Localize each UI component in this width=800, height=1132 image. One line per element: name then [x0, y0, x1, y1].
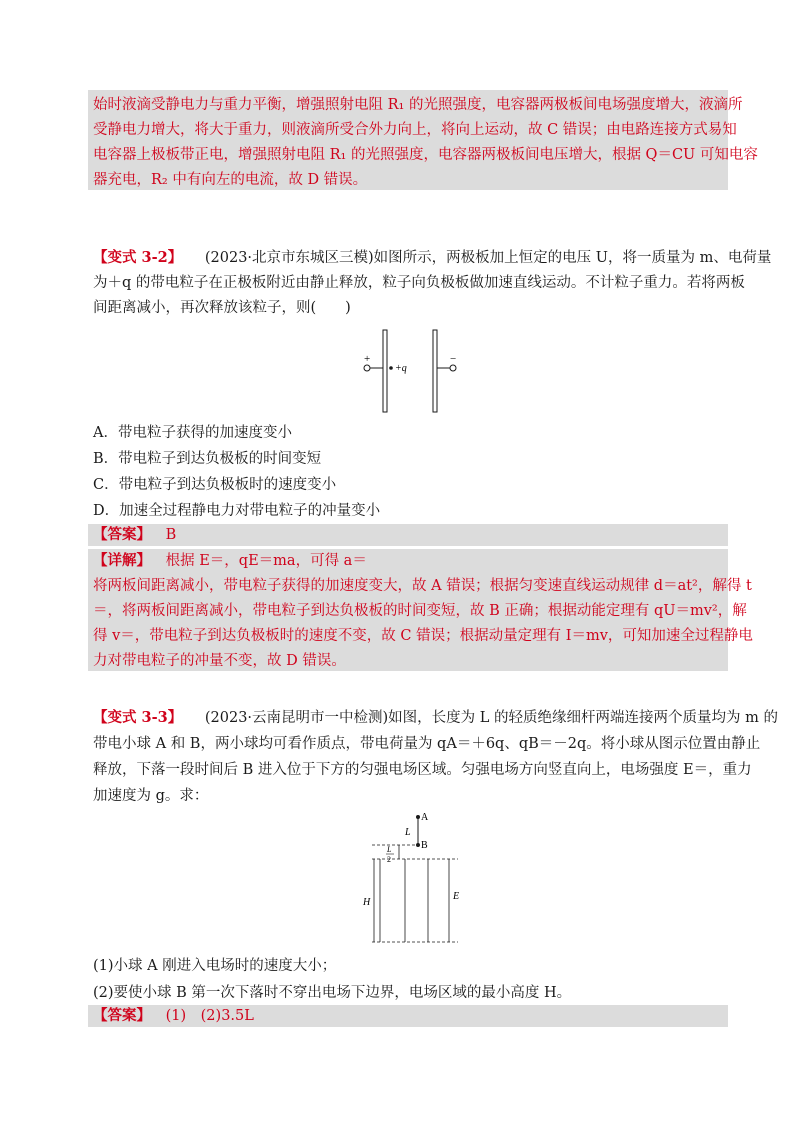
- positive-plate: [383, 330, 387, 412]
- q33-stem-4: 加速度为 g。求：: [93, 788, 209, 804]
- q32-detail-label: 【详解】: [93, 552, 151, 569]
- q32-detail-line-1: 将两板间距离减小，带电粒子获得的加速度变大，故 A 错误；根据匀变速直线运动规律 d＝at²，解得 t: [93, 578, 752, 594]
- field-label: E: [453, 891, 460, 902]
- q33-tag: 【变式 3-3】: [93, 709, 183, 726]
- negative-terminal: [450, 365, 456, 371]
- charge-label: +q: [395, 363, 407, 374]
- q33-stem-1: (2023·云南昆明市一中检测)如图，长度为 L 的轻质绝缘细杆两端连接两个质量均为 m 的: [204, 710, 778, 726]
- q32-answer-label: 【答案】: [93, 526, 151, 543]
- q33-answer: [93, 1005, 254, 1027]
- q32-detail-line-2: ＝，将两板间距离减小，带电粒子到达负极板的时间变短，故 B 正确；根据动能定理有 qU＝mv²，解: [93, 603, 747, 619]
- q32-answer: [93, 524, 176, 546]
- positive-terminal: [364, 365, 370, 371]
- q33-answer-label: 【答案】: [93, 1007, 151, 1024]
- ball-a: [416, 815, 420, 819]
- q33-stem-2: 带电小球 A 和 B，两小球均可看作质点，带电荷量为 qA＝＋6q、qB＝－2q。将小球从图示位置由静止: [93, 736, 761, 752]
- q32-option-c: C．带电粒子到达负极板时的速度变小: [93, 477, 337, 493]
- q33-stem-3: 释放，下落一段时间后 B 进入位于下方的匀强电场区域。匀强电场方向竖直向上，电场强度 E＝，重力: [93, 762, 752, 778]
- top-explanation-line-2: 受静电力增大，将大于重力，则液滴所受合外力向上，将向上运动，故 C 错误；由电路连接方式易知: [93, 122, 737, 138]
- height-label: H: [363, 897, 371, 908]
- q32-stem-1: (2023·北京市东城区三模)如图所示，两极板加上恒定的电压 U，将一质量为 m、电荷量: [204, 250, 772, 266]
- half-length-den: 2: [387, 855, 391, 864]
- q33-question-1: (1)小球 A 刚进入电场时的速度大小；: [93, 958, 337, 974]
- q32-line-1: [93, 247, 771, 269]
- q33-question-2: (2)要使小球 B 第一次下落时不穿出电场下边界，电场区域的最小高度 H。: [93, 985, 572, 1001]
- ball-a-label: A: [421, 812, 429, 823]
- ball-b-label: B: [421, 840, 428, 851]
- top-explanation-line-3: 电容器上极板带正电，增强照射电阻 R₁ 的光照强度，电容器两极板间电压增大，根据 Q＝CU 可知电容: [93, 147, 758, 163]
- q32-detail-first: [93, 550, 367, 572]
- q32-detail-first-text: 根据 E＝，qE＝ma，可得 a＝: [165, 553, 367, 569]
- top-explanation-line-4: 器充电，R₂ 中有向左的电流，故 D 错误。: [93, 172, 368, 188]
- q32-detail-line-3: 得 v＝，带电粒子到达负极板时的速度不变，故 C 错误；根据动量定理有 I＝mv，可知加速全过程静电: [93, 628, 753, 644]
- q32-stem-2: 为＋q 的带电粒子在正极板附近由静止释放，粒子向负极板做加速直线运动。不计粒子重力。若将两板: [93, 275, 745, 291]
- capacitor-figure: [355, 320, 475, 420]
- q32-stem-3: 间距离减小，再次释放该粒子，则( ): [93, 300, 351, 316]
- q32-tag: 【变式 3-2】: [93, 249, 183, 266]
- minus-sign: −: [450, 353, 457, 365]
- q32-option-d: D．加速全过程静电力对带电粒子的冲量变小: [93, 503, 381, 519]
- electric-field-figure: [355, 805, 475, 950]
- length-label: L: [405, 827, 411, 838]
- top-explanation-line-1: 始时液滴受静电力与重力平衡，增强照射电阻 R₁ 的光照强度，电容器两极板间电场强度增大，液滴所: [93, 97, 743, 113]
- q32-detail-line-4: 力对带电粒子的冲量不变，故 D 错误。: [93, 653, 346, 669]
- q32-option-a: A．带电粒子获得的加速度变小: [93, 425, 292, 441]
- half-length-num: L: [387, 845, 392, 854]
- q32-answer-value: B: [165, 527, 177, 543]
- q33-answer-value: (1) (2)3.5L: [165, 1008, 254, 1024]
- plus-sign: +: [364, 353, 371, 365]
- q32-option-b: B．带电粒子到达负极板的时间变短: [93, 451, 322, 467]
- q33-line-1: [93, 707, 778, 729]
- q32-answer-box: [88, 524, 728, 546]
- charged-particle: [389, 366, 393, 370]
- negative-plate: [433, 330, 437, 412]
